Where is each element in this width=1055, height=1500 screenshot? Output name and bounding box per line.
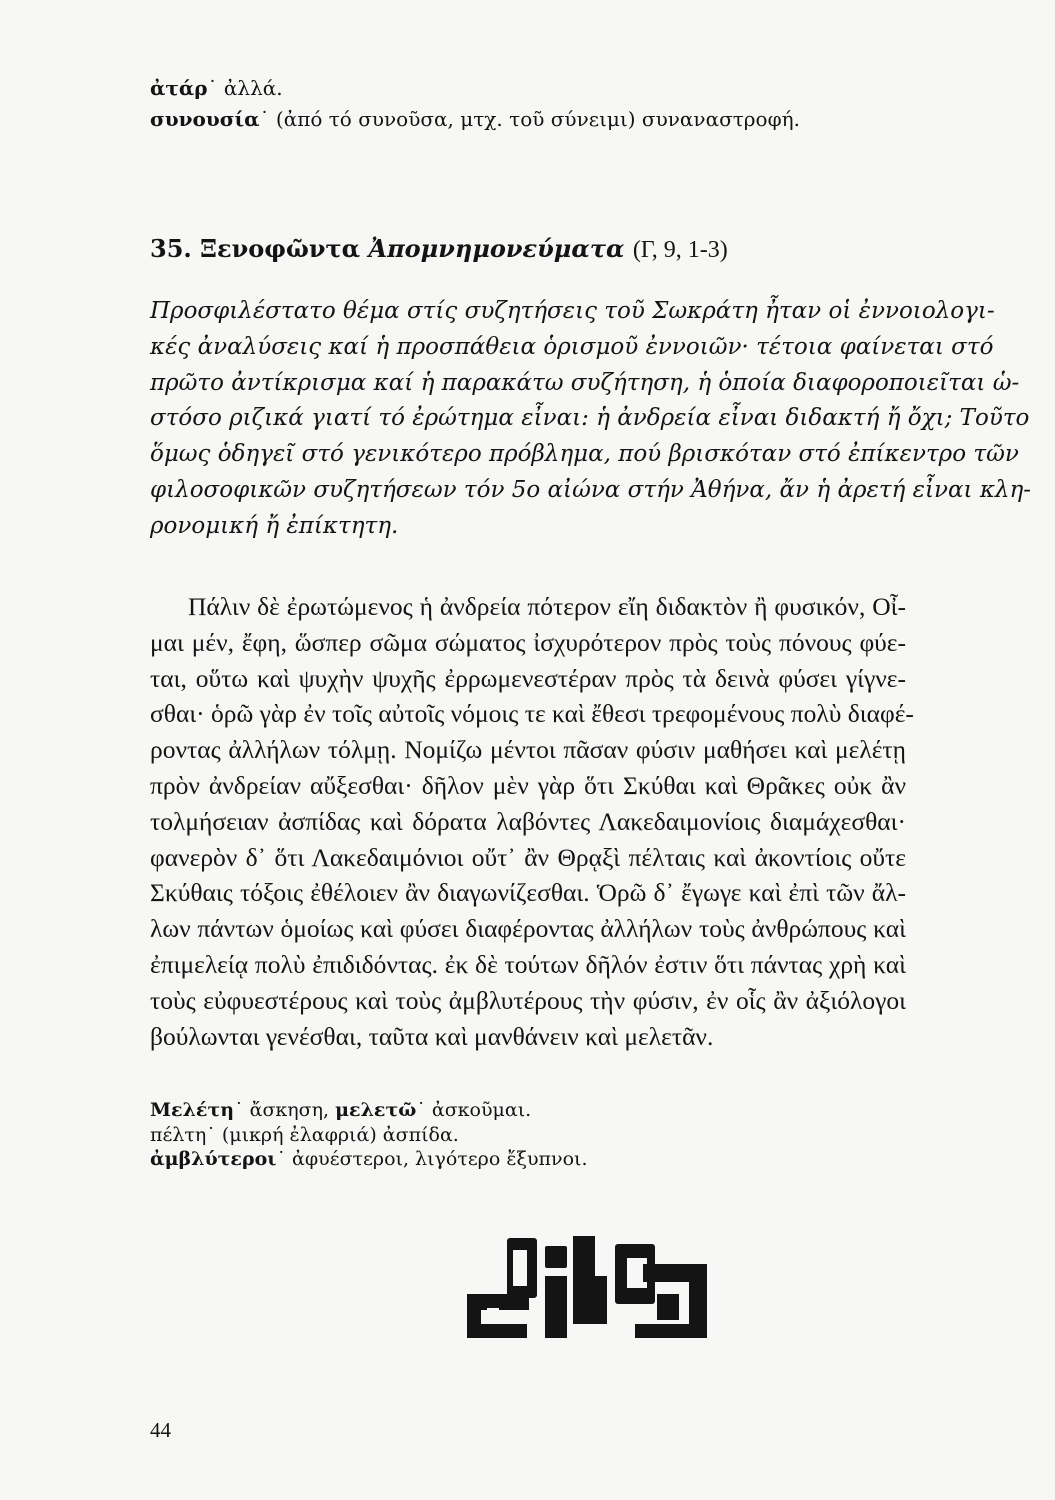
intro-line: πρῶτο ἀντίκρισμα καί ἡ παρακάτω συζήτηση, ἡ ὁποία διαφοροποιεῖται ὡ- <box>150 369 1020 396</box>
section-number: 35. <box>150 234 192 263</box>
greek-line: μαι μέν, ἔφη, ὥσπερ σῶμα σώματος ἰσχυρότερον πρὸς τοὺς πόνους φύε- <box>150 627 906 657</box>
note-definition: ἀσκοῦμαι. <box>431 1099 532 1121</box>
note-separator: ˙ <box>416 1099 432 1121</box>
intro-line: Προσφιλέστατο θέμα στίς συζητήσεις τοῦ Σωκράτη ἦταν οἱ ἐννοιολογι- <box>150 298 995 324</box>
greek-line: ἐπιμελείᾳ πολὺ ἐπιδιδόντας. ἐκ δὲ τούτων δῆλόν ἐστιν ὅτι πάντας χρὴ καὶ <box>150 949 906 979</box>
greek-line: λων πάντων ὁμοίως καὶ φύσει διαφέροντας ἀλλήλων τοὺς ἀνθρώπους καὶ <box>150 914 906 944</box>
note-line <box>150 1098 588 1123</box>
greek-line: τολμήσειαν ἀσπίδας καὶ δόρατα λαβόντες Λακεδαιμονίοις διαμάχεσθαι· <box>150 806 906 836</box>
greek-line: πρὸν ἀνδρείαν αὔξεσθαι· δῆλον μὲν γὰρ ὅτι Σκύθαι καὶ Θρᾶκες οὐκ ἂν <box>150 770 906 800</box>
greek-line: Σκύθαις τόξοις ἐθέλοιεν ἂν διαγωνίζεσθαι. Ὁρῶ δ᾽ ἔγωγε καὶ ἐπὶ τῶν ἄλ- <box>150 878 906 908</box>
greek-line: Πάλιν δὲ ἐρωτώμενος ἡ ἀνδρεία πότερον εἴη διδακτὸν ἢ φυσικόν, Οἶ- <box>188 592 906 621</box>
gloss-separator: ˙ <box>207 76 224 100</box>
note-separator: ˙ <box>234 1099 250 1121</box>
greek-passage <box>150 589 914 1054</box>
note-line <box>150 1147 588 1172</box>
note-separator: ˙ <box>276 1148 293 1170</box>
greek-line: ροντας ἀλλήλων τόλμῃ. Νομίζω μέντοι πᾶσαν φύσιν μαθήσει καὶ μελέτῃ <box>150 735 906 765</box>
section-author: Ξενοφῶντα <box>200 234 361 263</box>
intro-paragraph <box>150 294 1032 545</box>
greek-line: ται, οὕτω καὶ ψυχὴν ψυχῆς ἐρρωμενεστέραν πρὸς τὰ δεινὰ φύσει γίγνε- <box>150 663 906 693</box>
note-term: ἀμβλύτεροι <box>150 1148 277 1170</box>
greek-line: φανερὸν δ᾽ ὅτι Λακεδαιμόνιοι οὔτ᾽ ἂν Θρᾳξὶ πέλταις καὶ ἀκοντίοις οὔτε <box>150 842 906 872</box>
note-definition: (μικρή ἐλαφριά) ἀσπίδα. <box>221 1123 459 1146</box>
intro-line: ὅμως ὁδηγεῖ στό γενικότερο πρόβλημα, πού βρισκόταν στό ἐπίκεντρο τῶν <box>150 441 1019 468</box>
intro-line: φιλοσοφικῶν συζητήσεων τόν 5ο αἰώνα στήν Ἀθήνα, ἄν ἡ ἀρετή εἶναι κλη- <box>150 476 1032 503</box>
greek-line: σθαι· ὁρῶ γὰρ ἐν τοῖς αὐτοῖς νόμοις τε καὶ ἔθεσι τρεφομένους πολὺ διαφέ- <box>150 699 914 729</box>
intro-line: κές ἀναλύσεις καί ἡ προσπάθεια ὁρισμοῦ ἐννοιῶν· τέτοια φαίνεται στό <box>150 333 994 360</box>
gloss-line <box>150 107 800 131</box>
note-term: πέλτη <box>150 1123 207 1146</box>
section-work-title: Ἀπομνημονεύματα <box>368 234 625 263</box>
note-definition: ἀφυέστεροι, λιγότερο ἔξυπνοι. <box>292 1148 588 1170</box>
gloss-definition: ἀλλά. <box>223 76 283 100</box>
greek-line: βούλωνται γενέσθαι, ταῦτα καὶ μανθάνειν καὶ μελετᾶν. <box>150 1021 714 1051</box>
page-number: 44 <box>150 1418 171 1442</box>
section-heading <box>150 234 728 264</box>
gloss-term: συνουσία <box>150 107 260 131</box>
glossary-notes <box>150 1098 588 1172</box>
section-reference: (Γ, 9, 1-3) <box>632 237 728 263</box>
gloss-term: ἀτάρ <box>150 76 208 100</box>
gloss-line <box>150 76 283 100</box>
greek-key-ornament-icon <box>467 1236 707 1342</box>
note-term: Μελέτη <box>150 1099 235 1121</box>
note-separator: ˙ <box>206 1123 222 1146</box>
note-term: μελετῶ <box>335 1099 417 1121</box>
note-line <box>150 1123 588 1148</box>
intro-line: ρονομική ἤ ἐπίκτητη. <box>150 512 399 539</box>
intro-line: στόσο ριζικά γιατί τό ἐρώτημα εἶναι: ἡ ἀνδρεία εἶναι διδακτή ἤ ὄχι; Τοῦτο <box>150 405 1030 432</box>
gloss-separator: ˙ <box>259 107 276 131</box>
note-definition: ἄσκηση, <box>249 1099 336 1121</box>
gloss-definition: (ἀπό τό συνοῦσα, μτχ. τοῦ σύνειμι) συναναστροφή. <box>275 107 800 131</box>
greek-line: τοὺς εὐφυεστέρους καὶ τοὺς ἀμβλυτέρους τὴν φύσιν, ἐν οἷς ἂν ἀξιόλογοι <box>150 985 906 1015</box>
